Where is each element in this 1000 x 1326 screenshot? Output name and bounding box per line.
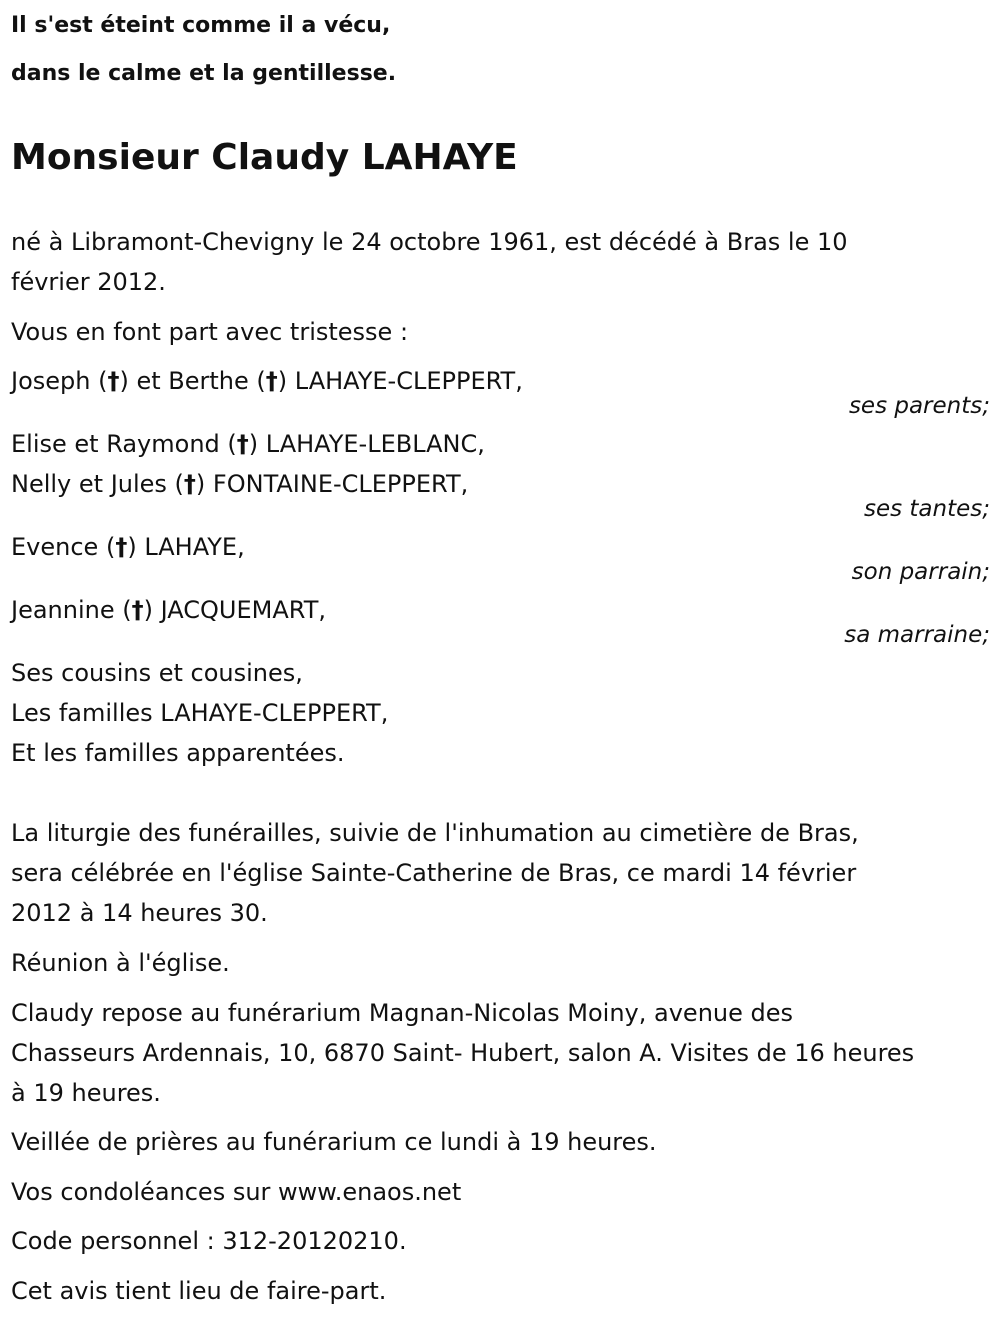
intro-line-2: dans le calme et la gentillesse.	[11, 61, 397, 86]
aunt-family-2: FONTAINE-CLEPPERT,	[212, 470, 469, 498]
closing: Cet avis tient lieu de faire-part.	[11, 1277, 387, 1305]
others-line-3: Et les familles apparentées.	[11, 739, 345, 767]
cross-icon: †	[236, 430, 249, 458]
parent-name-2: et Berthe	[136, 367, 249, 395]
rest-line-1: Claudy repose au funérarium Magnan-Nicolas Moiny, avenue des	[11, 999, 794, 1027]
godmother-family: JACQUEMART,	[160, 596, 326, 624]
cross-icon: †	[115, 533, 128, 561]
rest-line-3: à 19 heures.	[11, 1079, 161, 1107]
relation-godfather: son parrain;	[851, 559, 990, 585]
funeral-line-1: La liturgie des funérailles, suivie de l'inhumation au cimetière de Bras,	[11, 819, 859, 847]
relation-parents: ses parents;	[848, 393, 990, 419]
aunt-names-1: Elise et Raymond	[11, 430, 220, 458]
announcement: Vous en font part avec tristesse :	[11, 318, 409, 346]
funeral-line-3: 2012 à 14 heures 30.	[11, 899, 268, 927]
aunt-family-1: LAHAYE-LEBLANC,	[265, 430, 485, 458]
rest-line-2: Chasseurs Ardennais, 10, 6870 Saint- Hubert, salon A. Visites de 16 heures	[11, 1039, 915, 1067]
others-line-2: Les familles LAHAYE-CLEPPERT,	[11, 699, 389, 727]
godfather-line: Evence (†) LAHAYE,	[11, 533, 245, 561]
intro-line-1: Il s'est éteint comme il a vécu,	[11, 13, 391, 38]
parents-family: LAHAYE-CLEPPERT,	[294, 367, 523, 395]
cross-icon: †	[265, 367, 278, 395]
parent-name-1: Joseph	[11, 367, 91, 395]
godfather-name: Evence	[11, 533, 99, 561]
personal-code: Code personnel : 312-20120210.	[11, 1227, 407, 1255]
birth-death-line-1: né à Libramont-Chevigny le 24 octobre 1961, est décédé à Bras le 10	[11, 228, 848, 256]
birth-death-line-2: février 2012.	[11, 268, 166, 296]
aunts-line-1: Elise et Raymond (†) LAHAYE-LEBLANC,	[11, 430, 485, 458]
cross-icon: †	[107, 367, 120, 395]
deceased-name: Monsieur Claudy LAHAYE	[11, 137, 518, 178]
aunts-line-2: Nelly et Jules (†) FONTAINE-CLEPPERT,	[11, 470, 469, 498]
funeral-line-2: sera célébrée en l'église Sainte-Catherine de Bras, ce mardi 14 février	[11, 859, 857, 887]
meeting: Réunion à l'église.	[11, 949, 230, 977]
godmother-name: Jeannine	[11, 596, 115, 624]
cross-icon: †	[131, 596, 144, 624]
godfather-family: LAHAYE,	[144, 533, 245, 561]
others-line-1: Ses cousins et cousines,	[11, 659, 303, 687]
parents-line: Joseph (†) et Berthe (†) LAHAYE-CLEPPERT,	[11, 367, 523, 395]
condolences: Vos condoléances sur www.enaos.net	[11, 1178, 462, 1206]
cross-icon: †	[183, 470, 196, 498]
relation-godmother: sa marraine;	[844, 622, 990, 648]
godmother-line: Jeannine (†) JACQUEMART,	[11, 596, 326, 624]
relation-aunts: ses tantes;	[863, 496, 990, 522]
vigil: Veillée de prières au funérarium ce lundi à 19 heures.	[11, 1128, 657, 1156]
aunt-names-2: Nelly et Jules	[11, 470, 167, 498]
